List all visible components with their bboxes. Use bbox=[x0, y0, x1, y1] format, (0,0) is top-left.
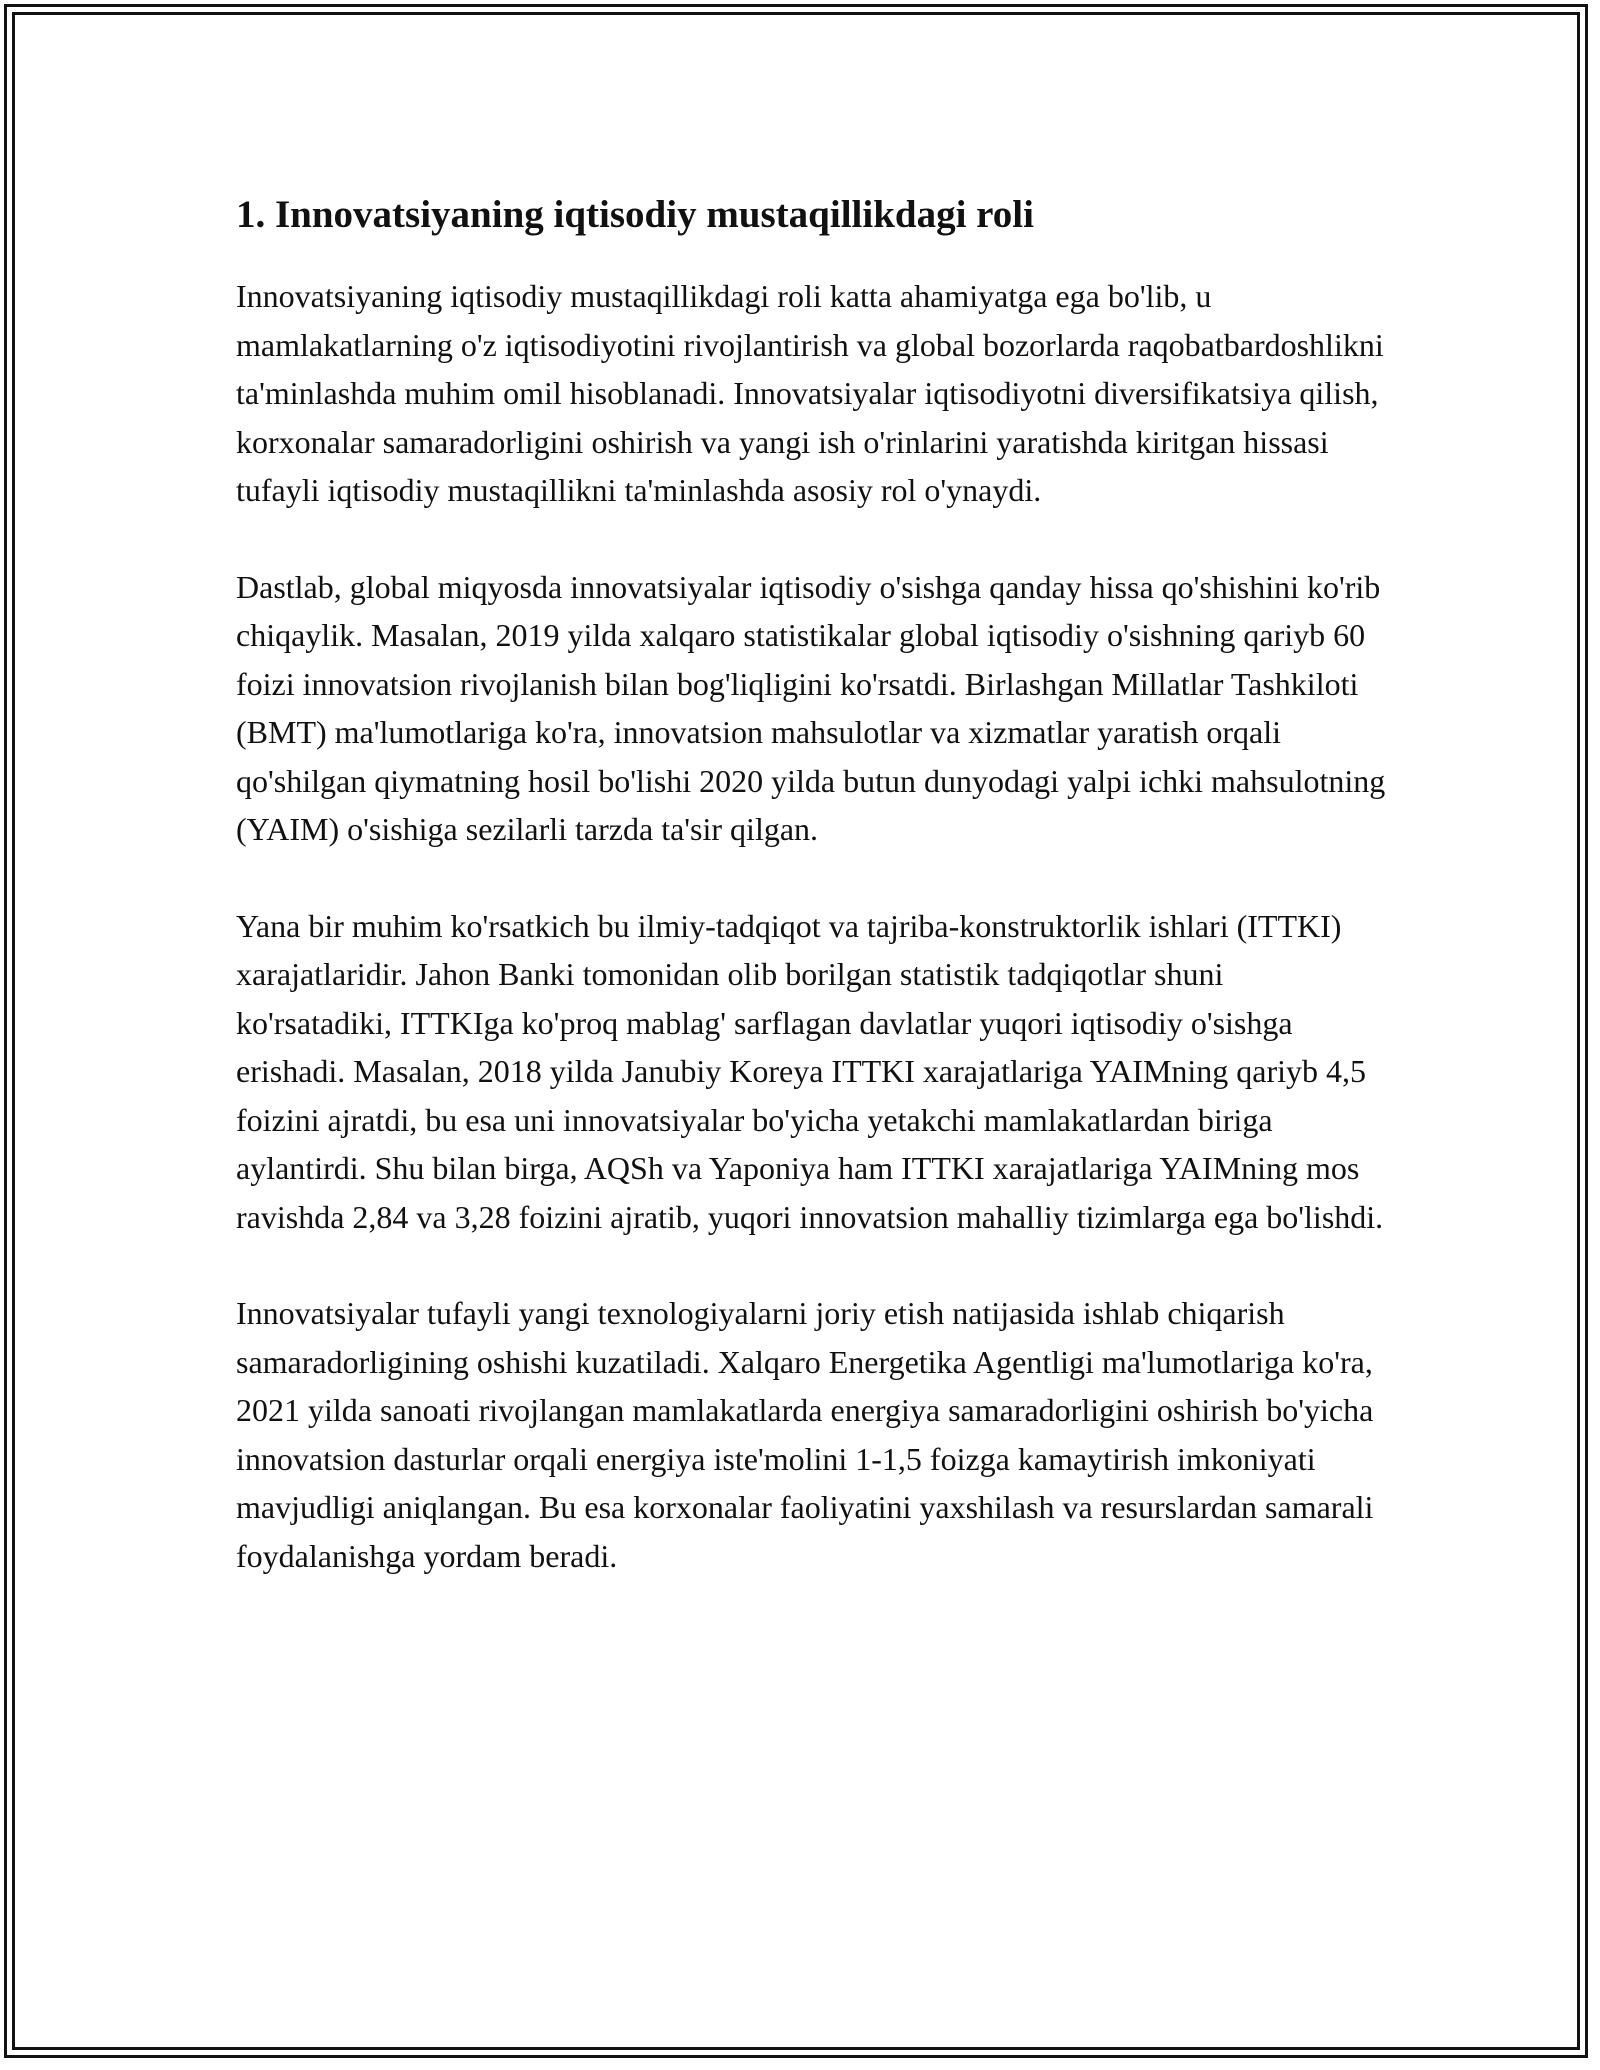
paragraph-energy-efficiency: Innovatsiyalar tufayli yangi texnologiyalarni joriy etish natijasida ishlab chiqarish samaradorligining oshishi kuzatiladi. Xalqaro Energetika Agentligi ma'lumotlariga ko'ra, 2021 yilda sanoati rivojlangan mamlakatlarda energiya samaradorligini oshirish bo'yicha innovatsion dasturlar orqali energiya iste'molini 1-1,5 foizga kamaytirish imkoniyati mavjudligi aniqlangan. Bu esa korxonalar faoliyatini yaxshilash va resurslardan samarali foydalanishga yordam beradi. bbox=[236, 1295, 1374, 1574]
paragraph-global-growth: Dastlab, global miqyosda innovatsiyalar iqtisodiy o'sishga qanday hissa qo'shishini ko'rib chiqaylik. Masalan, 2019 yilda xalqaro statistikalar global iqtisodiy o'sishning qariyb 60 foizi innovatsion rivojlanish bilan bog'liqligini ko'rsatdi. Birlashgan Millatlar Tashkiloti (BMT) ma'lumotlariga ko'ra, innovatsion mahsulotlar va xizmatlar yaratish orqali qo'shilgan qiymatning hosil bo'lishi 2020 yilda butun dunyodagi yalpi ichki mahsulotning (YAIM) o'sishiga sezilarli tarzda ta'sir qilgan. bbox=[236, 568, 1386, 847]
paragraph-rnd-expenses: Yana bir muhim ko'rsatkich bu ilmiy-tadqiqot va tajriba-konstruktorlik ishlari (ITTKI) xarajatlaridir. Jahon Banki tomonidan olib borilgan statistik tadqiqotlar shuni ko'rsatadiki, ITTKIga ko'proq mablag' sarflagan davlatlar yuqori iqtisodiy o'sishga erishadi. Masalan, 2018 yilda Janubiy Koreya ITTKI xarajatlariga YAIMning qariyb 4,5 foizini ajratdi, bu esa uni innovatsiyalar bo'yicha yetakchi mamlakatlardan biriga aylantirdi. Shu bilan birga, AQSh va Yaponiya ham ITTKI xarajatlariga YAIMning mos ravishda 2,84 va 3,28 foizini ajratib, yuqori innovatsion mahalliy tizimlarga ega bo'lishdi. bbox=[236, 907, 1384, 1235]
document-body bbox=[236, 186, 1386, 1580]
paragraph-intro: Innovatsiyaning iqtisodiy mustaqillikdagi roli katta ahamiyatga ega bo'lib, u mamlakatlarning o'z iqtisodiyotini rivojlantirish va global bozorlarda raqobatbardoshlikni ta'minlashda muhim omil hisoblanadi. Innovatsiyalar iqtisodiyotni diversifikatsiya qilish, korxonalar samaradorligini oshirish va yangi ish o'rinlarini yaratishda kiritgan hissasi tufayli iqtisodiy mustaqillikni ta'minlashda asosiy rol o'ynaydi. bbox=[236, 278, 1384, 508]
section-heading: 1. Innovatsiyaning iqtisodiy mustaqillikdagi roli bbox=[236, 193, 1034, 236]
